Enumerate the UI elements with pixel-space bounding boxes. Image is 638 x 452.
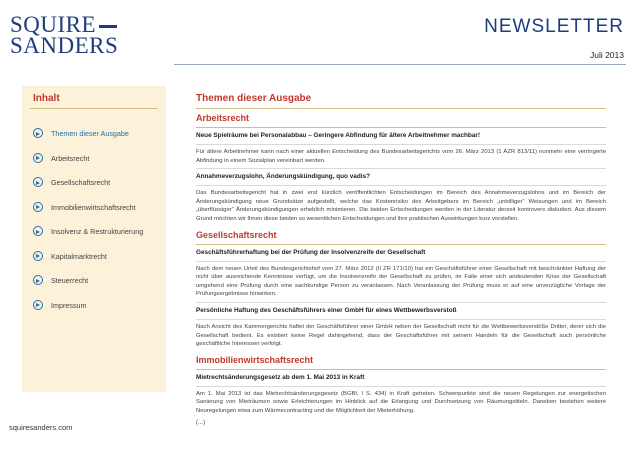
toc-item-kapitalmarktrecht[interactable] (22, 252, 166, 277)
arrow-circle-icon (33, 202, 43, 212)
section-divider (196, 127, 606, 128)
header-divider (174, 64, 626, 65)
toc-item-label: Gesellschaftsrecht (51, 178, 111, 187)
section-divider (196, 369, 606, 370)
arrow-circle-icon (33, 153, 43, 163)
article-summary: Das Bundesarbeitsgericht hat in zwei erst kürzlich veröffentlichten Entscheidungen im Bereich des Annahmeverzugslohns und im Bereich der Änderungskündigung neue Grundsätze aufgestellt, welche das Kostenrisiko des Arbeitgebers im Bereich „unbilliger“ Weisungen und im Bereich „überflüssiger“ Änderungskündigungen erheblich minimieren. Die beiden Entscheidungen werden in der Literatur derzeit kontrovers diskutiert. Aus diesem Grund möchten wir Ihnen diese beiden so wesentlichen Entscheidungen und ihre praktischen Auswirkungen kurz vorstellen. (196, 190, 606, 222)
article-divider (196, 185, 606, 186)
toc-item-immobilienwirtschaftsrecht[interactable] (22, 203, 166, 228)
sidebar-heading: Inhalt (33, 93, 60, 104)
section-divider (196, 244, 606, 245)
toc-item-label: Kapitalmarktrecht (51, 251, 107, 261)
section-title-gesellschaftsrecht: Gesellschaftsrecht (196, 229, 277, 240)
toc-item-gesellschaftsrecht[interactable] (22, 178, 166, 203)
arrow-circle-icon (33, 226, 43, 236)
toc-item-label: Steuerrecht (51, 276, 89, 285)
article-title[interactable]: Annahmeverzugslohn, Änderungskündigung, quo vadis? (196, 173, 370, 181)
brand-line-1: SQUIRE (10, 14, 118, 35)
arrow-circle-icon (33, 128, 43, 138)
article-summary: Für ältere Arbeitnehmer kann nach einer aktuellen Entscheidung des Bundesarbeitsgerichts vom 26. März 2013 (1 AZR 813/11) nunmehr eine verringerte Abfindung in einem Sozialplan vereinbart werden. (196, 149, 606, 164)
article-summary: Nach Ansicht des Kammergerichts haftet der Geschäftsführer einer GmbH neben der Gesellschaft nicht für die Wettbewerbsverstöße Dritter, derer sich die Gesellschaft bedient. Es existiert keine Regel dahingehend, dass der Geschäftsführer mit seinem Handeln für die Gesellschaft auch persönliche geschäftliche Interessen verfolgt. (196, 323, 606, 348)
article-summary: Nach dem neuen Urteil des Bundesgerichtshof vom 27. März 2012 (II ZR 171/10) hat ein Geschäftsführer einer Gesellschaft mit beschränkter Haftung der nicht über ausreichende Kenntnisse verfügt, um die Insolvenzreife der Gesellschaft zu prüfen, im Falle einer sich andeutenden Krise der Gesellschaft umgehend eine Prüfung durch eine sachkundige Person zu veranlassen. Nach Veranlassung der Prüfung muss er auf eine unverzügliche Vorlage der Prüfungsergebnisse hinwirken. (196, 265, 606, 298)
main-heading: Themen dieser Ausgabe (196, 93, 312, 104)
toc-item-label: Insolvenz & Restrukturierung (51, 227, 144, 236)
sidebar-toc (22, 86, 166, 392)
toc-item-label: Themen dieser Ausgabe (51, 129, 129, 138)
brand-logo (10, 14, 118, 56)
toc-item-arbeitsrecht[interactable] (22, 154, 166, 179)
toc-item-label: Impressum (51, 300, 87, 310)
article-title[interactable]: Persönliche Haftung des Geschäftsführers einer GmbH für eines Wettbewerbsverstoß (196, 306, 457, 314)
toc-item-label: Arbeitsrecht (51, 153, 90, 163)
newsletter-date: Juli 2013 (589, 50, 624, 60)
article-divider (196, 261, 606, 262)
main-content (196, 86, 606, 426)
toc-item-insolvenz[interactable] (22, 227, 166, 252)
article-divider (196, 144, 606, 145)
section-title-immobilienwirtschaftsrecht: Immobilienwirtschaftsrecht (196, 354, 314, 365)
logo-bar (99, 25, 117, 28)
article-divider (196, 319, 606, 320)
brand-line-2: SANDERS (10, 33, 119, 58)
section-title-arbeitsrecht: Arbeitsrecht (196, 113, 250, 123)
article-title[interactable]: Mietrechtsänderungsgesetz ab dem 1. Mai 2013 in Kraft (196, 373, 365, 381)
footer-url-link[interactable]: squiresanders.com (9, 423, 73, 432)
article-title[interactable]: Geschäftsführerhaftung bei der Prüfung der Insolvenzreife der Gesellschaft (196, 248, 426, 256)
article-divider (196, 386, 606, 387)
newsletter-title: NEWSLETTER (484, 16, 624, 37)
article-divider (196, 302, 606, 303)
article-summary: Am 1. Mai 2013 ist das Mietrechtsänderungsgesetz (BGBl. I S. 434) in Kraft getreten. Schwerpunkte sind die neuen Regelungen zur energetischen Sanierung von Mieträumen sowie Erleichterungen im Hinblick auf die Erlangung und Durchsetzung von Räumungstiteln. Daneben bestehen weitere Neuregelungen etwa zum Wärmecontracting und der Möglichkeit der Mieterhöhung. (196, 390, 606, 414)
toc-item-themen[interactable] (22, 129, 166, 154)
main-divider (196, 108, 606, 109)
toc-item-label: Immobilienwirtschaftsrecht (51, 202, 136, 212)
arrow-circle-icon (33, 300, 43, 310)
more-ellipsis: (...) (196, 419, 205, 426)
article-divider (196, 168, 606, 169)
toc-item-impressum[interactable] (22, 301, 166, 326)
arrow-circle-icon (33, 251, 43, 261)
arrow-circle-icon (33, 177, 43, 187)
article-title[interactable]: Neue Spielräume bei Personalabbau – Geringere Abfindung für ältere Arbeitnehmer machbar! (196, 132, 480, 139)
toc-item-steuerrecht[interactable] (22, 276, 166, 301)
arrow-circle-icon (33, 275, 43, 285)
toc-list (22, 109, 166, 325)
